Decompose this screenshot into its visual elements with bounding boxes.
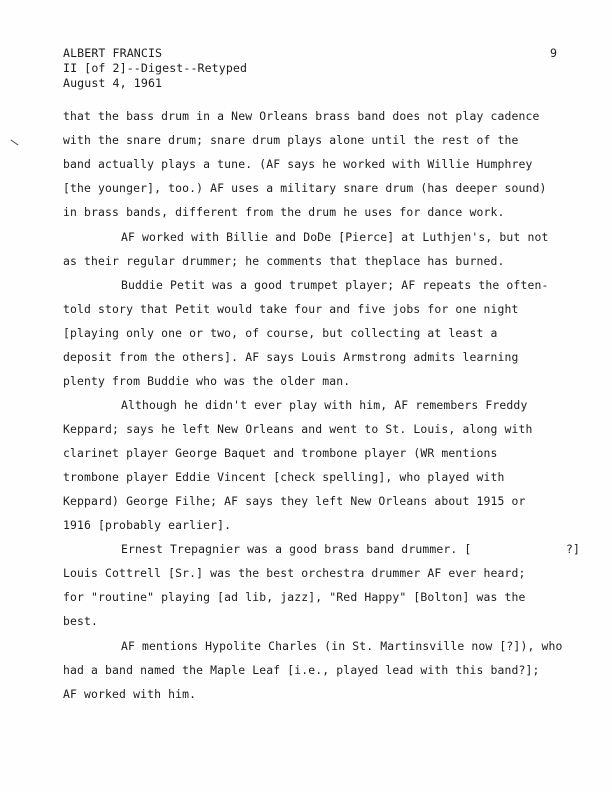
body-line: deposit from the others]. AF says Louis Armstrong admits learning <box>63 350 519 364</box>
paragraph-first-line: Buddie Petit was a good trumpet player; AF repeats the often- <box>121 278 549 292</box>
body-line: trombone player Eddie Vincent [check spelling], who played with <box>63 470 505 484</box>
margin-mark <box>11 140 19 146</box>
body-line: band actually plays a tune. (AF says he worked with Willie Humphrey <box>63 157 533 171</box>
body-line: for "routine" playing [ad lib, jazz], "Red Happy" [Bolton] was the <box>63 590 526 604</box>
paragraph-first-line: AF mentions Hypolite Charles (in St. Martinsville now [?]), who <box>121 639 563 653</box>
body-line: Keppard) George Filhe; AF says they left New Orleans about 1915 or <box>63 494 526 508</box>
body-line: plenty from Buddie who was the older man. <box>63 374 351 388</box>
reel-descriptor: II [of 2]--Digest--Retyped <box>63 61 248 75</box>
body-line: 1916 [probably earlier]. <box>63 518 232 532</box>
paragraph-first-line: Although he didn't ever play with him, AF remembers Freddy <box>121 398 528 412</box>
body-line: [the younger], too.) AF uses a military snare drum (has deeper sound) <box>63 181 547 195</box>
body-line: with the snare drum; snare drum plays alone until the rest of the <box>63 133 519 147</box>
body-line: in brass bands, different from the drum he uses for dance work. <box>63 205 505 219</box>
body-line: [playing only one or two, of course, but collecting at least a <box>63 326 498 340</box>
body-line: had a band named the Maple Leaf [i.e., played lead with this band?]; <box>63 663 540 677</box>
query-bracket-close: ?] <box>566 542 581 556</box>
body-line: clarinet player George Baquet and trombone player (WR mentions <box>63 446 498 460</box>
paragraph-first-line: AF worked with Billie and DoDe [Pierce] at Luthjen's, but not <box>121 230 549 244</box>
body-line: as their regular drummer; he comments that theplace has burned. <box>63 254 505 268</box>
body-line: AF worked with him. <box>63 687 197 701</box>
body-line: that the bass drum in a New Orleans brass band does not play cadence <box>63 109 540 123</box>
page-number: 9 <box>550 46 557 60</box>
body-line: best. <box>63 614 99 628</box>
paragraph-first-line: Ernest Trepagnier was a good brass band drummer. [ <box>121 542 472 556</box>
interviewee-name: ALBERT FRANCIS <box>63 46 163 60</box>
interview-date: August 4, 1961 <box>63 76 163 90</box>
body-line: Keppard; says he left New Orleans and went to St. Louis, along with <box>63 422 533 436</box>
body-line: told story that Petit would take four and five jobs for one night <box>63 302 519 316</box>
body-line: Louis Cottrell [Sr.] was the best orchestra drummer AF ever heard; <box>63 566 526 580</box>
